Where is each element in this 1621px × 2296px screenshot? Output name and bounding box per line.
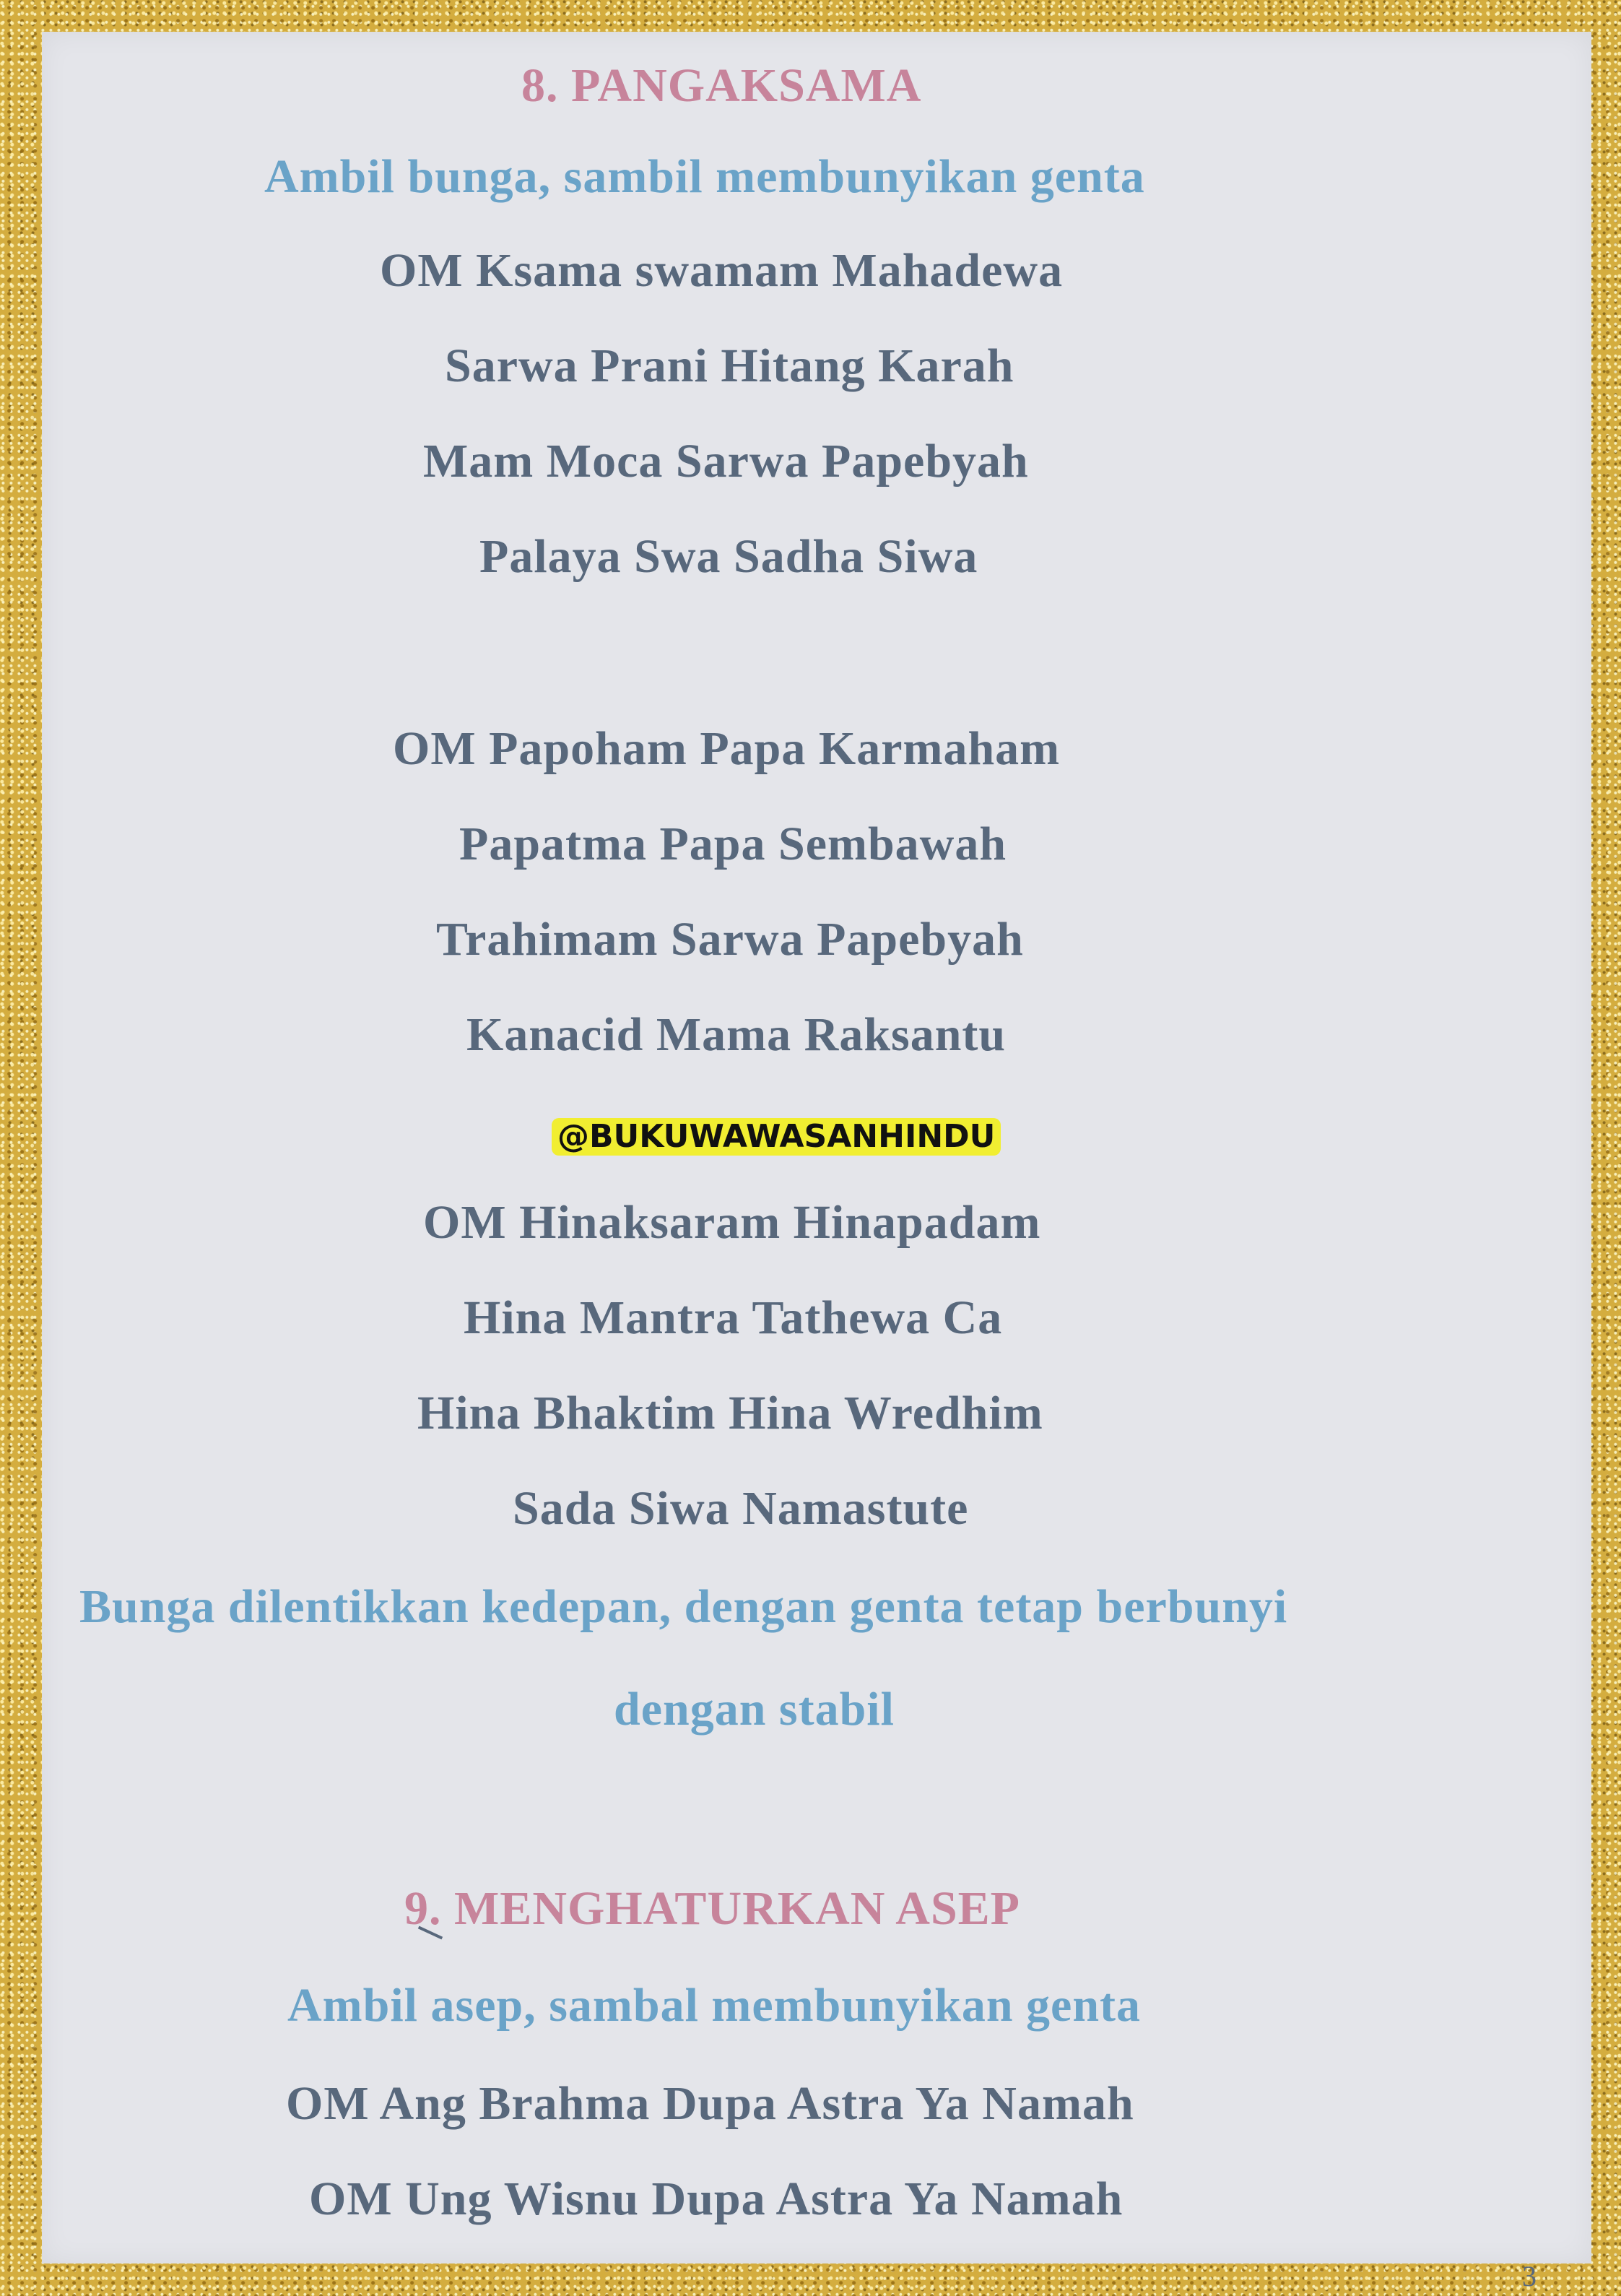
section8-instruction: Ambil bunga, sambil membunyikan genta — [264, 150, 1145, 203]
mantra-line: OM Ung Wisnu Dupa Astra Ya Namah — [309, 2172, 1124, 2225]
section8-closing-line2: dengan stabil — [614, 1683, 895, 1736]
mantra-line: OM Ksama swamam Mahadewa — [380, 244, 1064, 297]
section9-heading: 9. MENGHATURKAN ASEP — [404, 1882, 1020, 1935]
mantra-line: Hina Mantra Tathewa Ca — [464, 1291, 1003, 1344]
mantra-line: Trahimam Sarwa Papebyah — [436, 913, 1024, 966]
mantra-line: Kanacid Mama Raksantu — [466, 1008, 1007, 1061]
mantra-line: OM Ang Brahma Dupa Astra Ya Namah — [286, 2077, 1134, 2130]
mantra-line: Sarwa Prani Hitang Karah — [445, 339, 1014, 392]
section8-closing-line1: Bunga dilentikkan kedepan, dengan genta tetap berbunyi — [79, 1580, 1288, 1633]
mantra-line: OM Papoham Papa Karmaham — [393, 722, 1061, 775]
watermark-handle: @BUKUWAWASANHINDU — [552, 1118, 1001, 1156]
section8-heading: 8. PANGAKSAMA — [521, 59, 922, 112]
page-number: 3 — [1522, 2260, 1537, 2292]
section9-instruction: Ambil asep, sambal membunyikan genta — [287, 1979, 1142, 2032]
mantra-line: OM Hinaksaram Hinapadam — [423, 1196, 1041, 1249]
mantra-line: Papatma Papa Sembawah — [459, 818, 1007, 870]
mantra-line: Palaya Swa Sadha Siwa — [479, 530, 978, 583]
mantra-line: Sada Siwa Namastute — [513, 1482, 969, 1535]
mantra-line: Mam Moca Sarwa Papebyah — [423, 435, 1029, 488]
mantra-line: Hina Bhaktim Hina Wredhim — [417, 1387, 1043, 1439]
